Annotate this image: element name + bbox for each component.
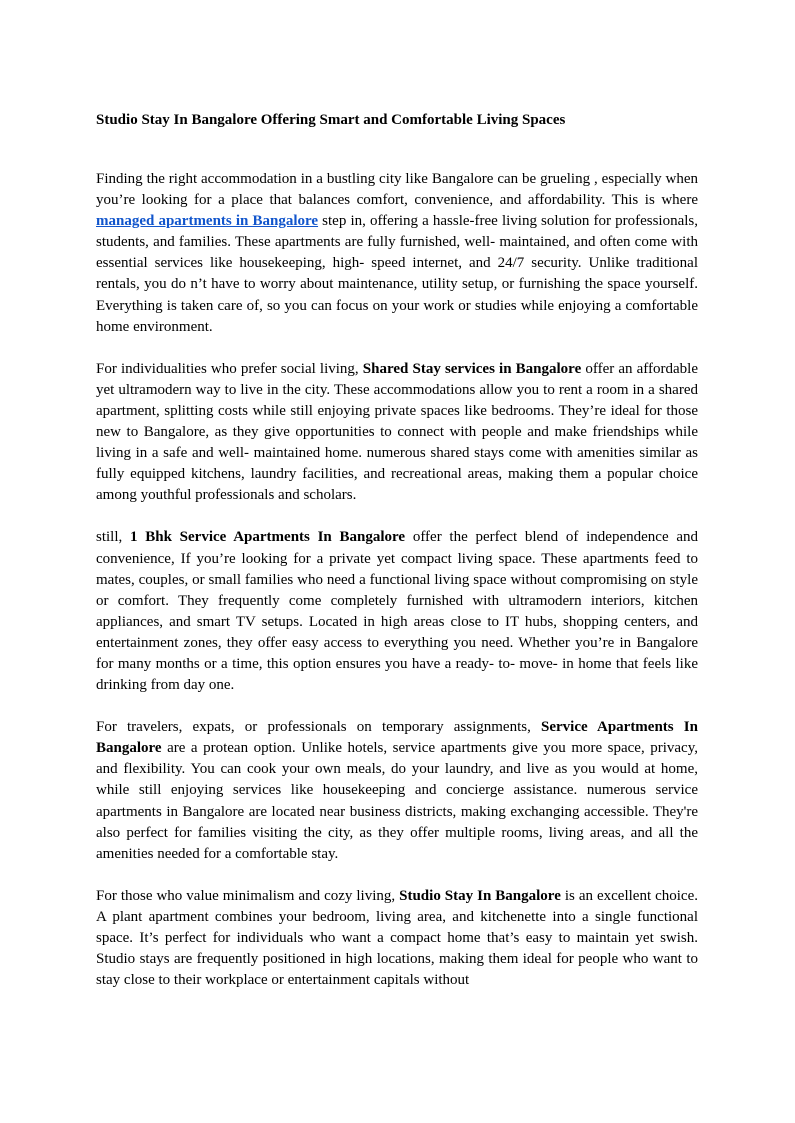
paragraph-text: For those who value minimalism and cozy living, <box>96 887 400 904</box>
paragraph-text: offer the perfect blend of independence and convenience, If you’re looking for a private yet compact living space. These apartments feed to mates, couples, or small families who need a functional living space without compromising on style or comfort. They frequently come completely furnished with ultramodern interiors, kitchen appliances, and smart TV setups. Located in high areas close to IT hubs, shopping centers, and entertainment zones, they offer easy access to everything you need. Whether you’re in Bangalore for many months or a time, this option ensures you have a ready- to- move- in home that feels like drinking from day one. <box>96 529 698 694</box>
paragraph-managed-apartments <box>96 169 698 338</box>
bold-phrase: Studio Stay In Bangalore <box>399 887 561 904</box>
paragraph-shared-stay <box>96 359 698 507</box>
paragraph-text: offer an affordable yet ultramodern way to live in the city. These accommodations allow you to rent a room in a shared apartment, splitting costs while still enjoying private spaces like bedrooms. They’re ideal for those new to Bangalore, as they give opportunities to connect with people and make friendships while living in a safe and well- maintained home. numerous shared stays come with amenities similar as fully equipped kitchens, laundry facilities, and recreational areas, making them a popular choice among youthful professionals and scholars. <box>96 360 698 504</box>
paragraph-text: step in, offering a hassle-free living solution for professionals, students, and families. These apartments are fully furnished, well- maintained, and often come with essential services like housekeeping, high- speed internet, and 24/7 security. Unlike traditional rentals, you do n’t have to worry about maintenance, utility setup, or furnishing the space yourself. Everything is taken care of, so you can focus on your work or studies while enjoying a comfortable home environment. <box>96 213 698 335</box>
bold-phrase: 1 Bhk Service Apartments In Bangalore <box>130 529 406 546</box>
document-title: Studio Stay In Bangalore Offering Smart and Comfortable Living Spaces <box>96 112 566 128</box>
paragraph-studio-stay <box>96 886 698 991</box>
paragraph-service-apartments <box>96 717 698 865</box>
paragraph-text: Finding the right accommodation in a bustling city like Bangalore can be grueling , especially when you’re looking for a place that balances comfort, convenience, and affordability. This is where <box>96 171 698 209</box>
bold-phrase: Service Apartments In Bangalore <box>96 719 698 757</box>
paragraph-text: For travelers, expats, or professionals on temporary assignments, <box>96 719 541 736</box>
document-page <box>96 110 698 1012</box>
bold-phrase: Shared Stay services in Bangalore <box>362 360 582 377</box>
paragraph-1bhk <box>96 527 698 696</box>
paragraph-text: still, <box>96 529 130 546</box>
managed-apartments-link[interactable]: managed apartments in Bangalore <box>96 213 319 230</box>
paragraph-text: For individualities who prefer social living, <box>96 360 363 377</box>
paragraph-text: is an excellent choice. A plant apartment combines your bedroom, living area, and kitchenette into a single functional space. It’s perfect for individuals who want a compact home that’s easy to maintain yet swish. Studio stays are frequently positioned in high locations, making them ideal for people who want to stay close to their workplace or entertainment capitals without <box>96 887 699 989</box>
paragraph-text: are a protean option. Unlike hotels, service apartments give you more space, privacy, and flexibility. You can cook your own meals, do your laundry, and live as you would at home, while still enjoying services like housekeeping and concierge assistance. numerous service apartments in Bangalore are located near business districts, making exchanging accessible. They're also perfect for families visiting the city, as they offer multiple rooms, living areas, and all the amenities needed for a comfortable stay. <box>96 740 698 862</box>
